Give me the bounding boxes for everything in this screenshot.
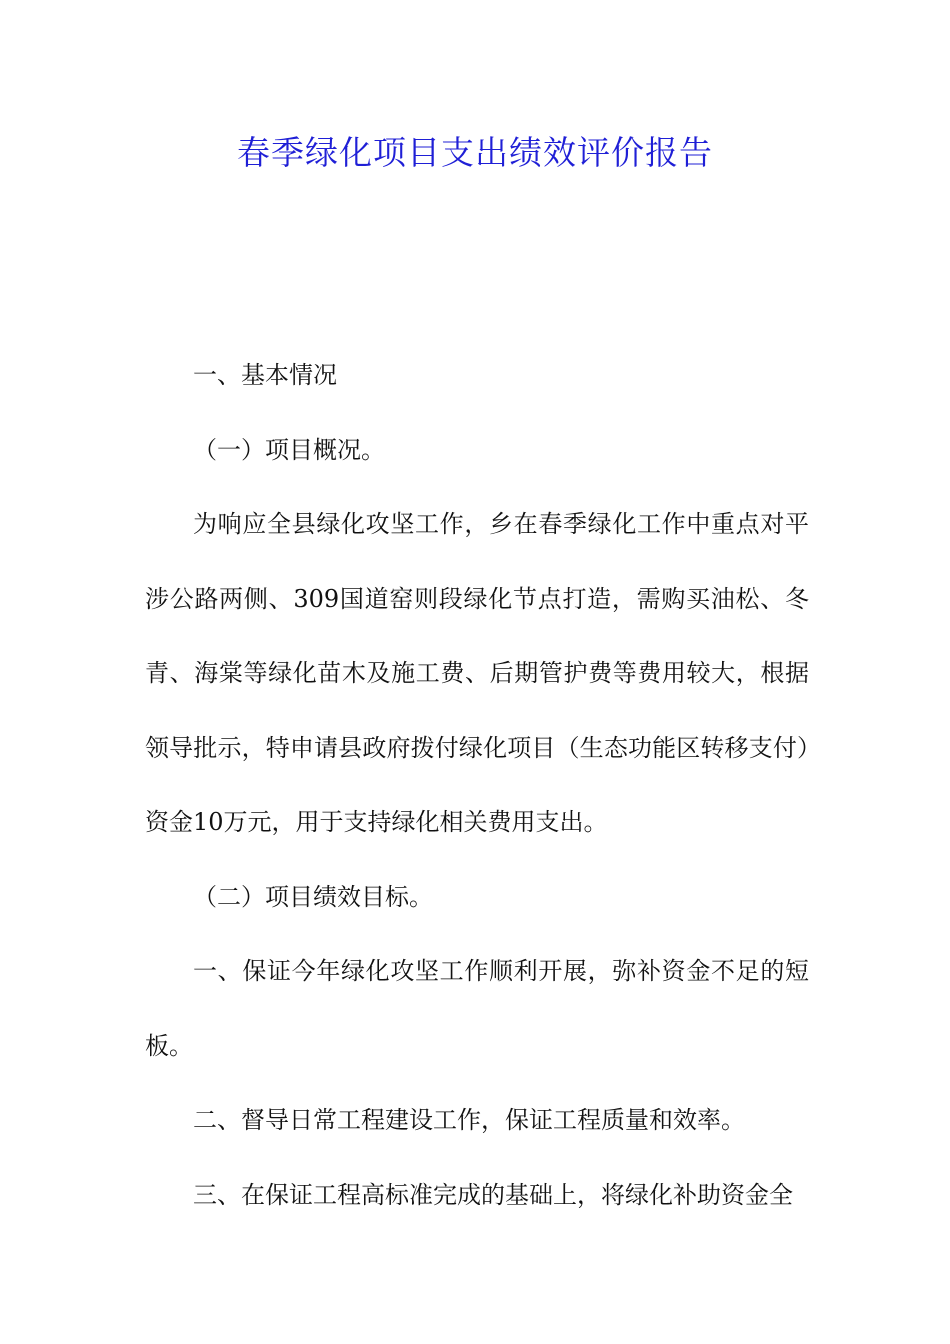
- paragraph-goal-3: 三、在保证工程高标准完成的基础上，将绿化补助资金全: [193, 1180, 793, 1209]
- paragraph-project-overview: 为响应全县绿化攻坚工作，乡在春季绿化工作中重点对平涉公路两侧、309国道窑则段绿化节点打造，需购买油松、冬青、海棠等绿化苗木及施工费、后期管护费等费用较大，根据领导批示，特申请县政府拨付绿化项目（生态功能区转移支付）资金10万元，用于支持绿化相关费用支出。: [145, 510, 809, 836]
- document-body: [145, 338, 809, 1232]
- subsection-heading-project-overview: （一）项目概况。: [193, 435, 385, 464]
- section-heading-basic-info: 一、基本情况: [193, 361, 337, 389]
- document-title: 春季绿化项目支出绩效评价报告: [237, 133, 713, 172]
- subsection-heading-performance-goals: （二）项目绩效目标。: [193, 882, 433, 911]
- paragraph-goal-2: 二、督导日常工程建设工作，保证工程质量和效率。: [193, 1106, 745, 1134]
- paragraph-goal-1: 一、保证今年绿化攻坚工作顺利开展，弥补资金不足的短板。: [145, 957, 809, 1060]
